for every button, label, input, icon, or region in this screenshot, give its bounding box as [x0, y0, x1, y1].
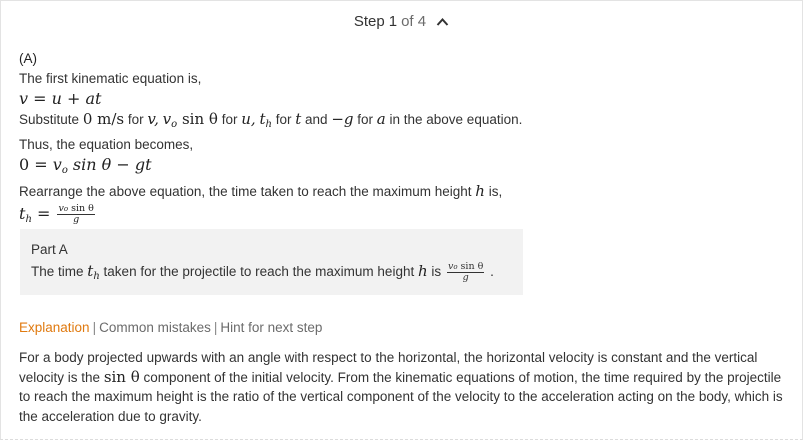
fraction: $\frac{\text{vo sin θ}}{g}$: [58, 203, 94, 225]
step-word: Step: [353, 13, 385, 30]
answer-text: The time $t_h$ taken for the projectile to reach the maximum height h is $\frac{\text{vo sin θ}}{g}$ .: [31, 260, 494, 283]
thus-text: Thus, the equation becomes,: [19, 137, 194, 152]
intro-text: The first kinematic equation is,: [19, 71, 202, 86]
step-current: 1: [388, 13, 398, 30]
step-total: of 4: [401, 13, 427, 30]
substitution-text: Substitute 0 m/s for v, $v_o$ sin θ for u, $t_h$ for t and −g for a in the above equation.: [19, 110, 523, 130]
equation-1: v = u + at: [19, 89, 102, 108]
answer-fraction: $\frac{\text{vo sin θ}}{g}$: [447, 260, 484, 283]
link-separator: |: [92, 320, 97, 335]
part-label: (A): [19, 51, 37, 66]
hint-link[interactable]: Hint for next step: [220, 320, 323, 335]
answer-title: Part A: [31, 242, 68, 257]
chevron-up-icon[interactable]: [436, 17, 449, 27]
solution-content: [19, 49, 789, 232]
explanation-text: For a body projected upwards with an angle with respect to the horizontal, the horizontal velocity is constant and the vertical velocity is the sin θ component of the initial velocity. From the kinematic equations of motion, the time required by the projectile to reach the maximum height is the ratio of the vertical component of the velocity to the acceleration acting on the body, which is the acceleration due to gravity.: [19, 350, 783, 424]
help-links: [19, 320, 322, 335]
equation-2: $0 = v_o$ sin θ − gt: [19, 155, 152, 176]
link-separator: |: [213, 320, 218, 335]
rearrange-text: Rearrange the above equation, the time taken to reach the maximum height h is,: [19, 182, 503, 200]
equation-3: $t_h$ = $\frac{\text{vo sin θ}}{g}$: [19, 203, 94, 225]
answer-box: [20, 229, 523, 295]
explanation-link[interactable]: Explanation: [19, 320, 90, 335]
step-header[interactable]: [0, 13, 803, 30]
common-mistakes-link[interactable]: Common mistakes: [99, 320, 211, 335]
